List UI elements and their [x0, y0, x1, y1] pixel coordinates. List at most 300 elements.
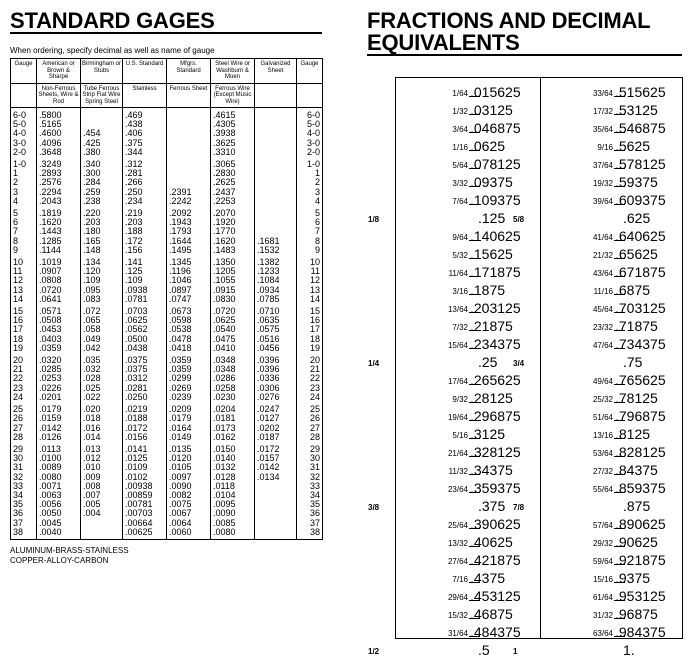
fraction-label: 9/64 — [452, 233, 468, 242]
fraction-row — [541, 264, 683, 282]
decimal-cell: .0187 — [255, 433, 297, 442]
decimal-value: .765625 — [615, 372, 666, 388]
decimal-cell: .281 — [123, 169, 167, 178]
decimal-cell: .00781 — [123, 500, 167, 509]
subheader-cell — [11, 83, 37, 108]
gauge-number-cell: 14 — [11, 295, 37, 304]
gauge-number-cell: 32 — [297, 473, 323, 482]
fraction-label: 13/64 — [447, 305, 468, 314]
gauge-number-cell: 20 — [297, 353, 323, 365]
subheader-cell — [297, 83, 323, 108]
decimal-cell: .0478 — [167, 335, 211, 344]
gage-table-body — [11, 108, 323, 540]
decimal-value: .3125 — [470, 426, 506, 442]
fraction-label: 9/16 — [597, 143, 613, 152]
gage-table — [10, 58, 323, 540]
fraction-label: 5/16 — [452, 431, 468, 440]
decimal-cell: .4600 — [37, 129, 81, 138]
decimal-cell: .134 — [81, 255, 123, 267]
fraction-row — [396, 282, 538, 300]
decimal-cell — [255, 519, 297, 528]
decimal-value: .078125 — [470, 156, 521, 172]
header-cell: Birmingham or Stubs — [81, 59, 123, 84]
fraction-label: 39/64 — [592, 197, 613, 206]
decimal-cell: .0125 — [123, 454, 167, 463]
decimal-cell: .1483 — [211, 246, 255, 255]
fraction-label: 21/64 — [447, 449, 468, 458]
decimal-value: .265625 — [470, 372, 521, 388]
decimal-cell: .0230 — [211, 393, 255, 402]
decimal-cell: .220 — [81, 206, 123, 218]
gauge-number-cell: 11 — [297, 267, 323, 276]
decimal-cell: .3065 — [211, 157, 255, 169]
decimal-cell — [255, 188, 297, 197]
decimal-cell — [255, 178, 297, 187]
decimal-cell: .0142 — [37, 424, 81, 433]
decimal-cell: .0641 — [37, 295, 81, 304]
decimal-cell: .312 — [123, 157, 167, 169]
decimal-cell — [255, 139, 297, 148]
decimal-cell: .109 — [123, 276, 167, 285]
decimal-cell: .165 — [81, 237, 123, 246]
fraction-label: 21/32 — [592, 251, 613, 260]
decimal-cell: .022 — [81, 393, 123, 402]
decimal-cell — [81, 528, 123, 540]
fraction-row — [396, 120, 538, 138]
fraction-row — [396, 552, 538, 570]
gauge-number-cell: 31 — [297, 463, 323, 472]
gauge-number-cell: 30 — [11, 454, 37, 463]
fraction-row — [541, 624, 683, 642]
gauge-number-cell: 29 — [11, 442, 37, 454]
fraction-row — [396, 228, 538, 246]
decimal-cell: .2625 — [211, 178, 255, 187]
header-cell: Galvanized Sheet — [255, 59, 297, 84]
fraction-label: 15/32 — [447, 611, 468, 620]
decimal-cell — [255, 509, 297, 518]
decimal-cell — [255, 500, 297, 509]
decimal-value: .578125 — [615, 156, 666, 172]
fraction-row — [396, 426, 538, 444]
decimal-cell: .005 — [81, 500, 123, 509]
fraction-row — [396, 264, 538, 282]
fraction-row — [396, 336, 538, 354]
decimal-value: .203125 — [470, 300, 521, 316]
fraction-label: 27/64 — [447, 557, 468, 566]
gauge-number-cell: 2 — [11, 178, 37, 187]
decimal-cell: .00859 — [123, 491, 167, 500]
fraction-row — [396, 606, 538, 624]
decimal-cell: .234 — [123, 197, 167, 206]
decimal-cell: .1046 — [167, 276, 211, 285]
table-row — [11, 295, 323, 304]
table-row — [11, 433, 323, 442]
decimal-cell: .0132 — [211, 463, 255, 472]
gauge-number-cell: 2 — [297, 178, 323, 187]
decimal-cell: .1443 — [37, 227, 81, 236]
decimal-cell: .0181 — [211, 414, 255, 423]
gauge-number-cell: 16 — [297, 316, 323, 325]
fraction-row — [541, 282, 683, 300]
decimal-cell: .1196 — [167, 267, 211, 276]
decimal-cell — [81, 519, 123, 528]
decimal-cell: .0067 — [167, 509, 211, 518]
decimal-cell — [255, 206, 297, 218]
decimal-cell: .0281 — [123, 384, 167, 393]
decimal-cell: .4096 — [37, 139, 81, 148]
decimal-cell: .0516 — [255, 335, 297, 344]
gauge-number-cell: 1 — [11, 169, 37, 178]
fraction-label: 27/32 — [592, 467, 613, 476]
fraction-label: 5/64 — [452, 161, 468, 170]
decimal-cell: .0359 — [37, 344, 81, 353]
decimal-cell: .0090 — [211, 509, 255, 518]
decimal-value: .5625 — [615, 138, 651, 154]
fraction-row — [541, 246, 683, 264]
fraction-row — [541, 444, 683, 462]
decimal-cell — [255, 120, 297, 129]
decimal-cell: .2242 — [167, 197, 211, 206]
fraction-row — [541, 228, 683, 246]
decimal-cell: .0179 — [167, 414, 211, 423]
decimal-cell: .042 — [81, 344, 123, 353]
gauge-number-cell: 19 — [11, 344, 37, 353]
fraction-label: 37/64 — [592, 161, 613, 170]
fraction-row — [541, 552, 683, 570]
decimal-cell: .083 — [81, 295, 123, 304]
decimal-cell: .0258 — [211, 384, 255, 393]
decimal-value: .1875 — [470, 282, 506, 298]
decimal-cell: .0118 — [211, 482, 255, 491]
decimal-value: .140625 — [470, 228, 521, 244]
decimal-cell: .0598 — [167, 316, 211, 325]
gauge-number-cell: 4-0 — [11, 129, 37, 138]
decimal-cell: .0127 — [255, 414, 297, 423]
decimal-cell: .0781 — [123, 295, 167, 304]
decimal-value: .859375 — [615, 480, 666, 496]
decimal-cell: .0075 — [167, 500, 211, 509]
gauge-number-cell: 16 — [11, 316, 37, 325]
decimal-value: .15625 — [470, 246, 513, 262]
fraction-row — [513, 210, 683, 228]
fraction-row — [541, 534, 683, 552]
decimal-value: .96875 — [615, 606, 658, 622]
decimal-cell: .025 — [81, 384, 123, 393]
decimal-cell: .00625 — [123, 528, 167, 540]
decimal-cell: .010 — [81, 463, 123, 472]
gauge-number-cell: 5-0 — [11, 120, 37, 129]
decimal-cell: .00938 — [123, 482, 167, 491]
fraction-row — [396, 588, 538, 606]
header-cell: U.S. Standard — [123, 59, 167, 84]
fraction-label: 31/32 — [592, 611, 613, 620]
decimal-cell: .0269 — [167, 384, 211, 393]
decimal-cell: .1055 — [211, 276, 255, 285]
subheader-cell: Stainless — [123, 83, 167, 108]
decimal-cell: .2893 — [37, 169, 81, 178]
fraction-label: 3/4 — [513, 359, 525, 368]
gauge-number-cell: 3-0 — [297, 139, 323, 148]
decimal-cell: .0747 — [167, 295, 211, 304]
decimal-cell: .219 — [123, 206, 167, 218]
decimal-cell: .009 — [81, 473, 123, 482]
decimal-value: .171875 — [470, 264, 521, 280]
decimal-cell: .469 — [123, 108, 167, 121]
decimal-cell: .2830 — [211, 169, 255, 178]
gauge-number-cell: 3 — [11, 188, 37, 197]
gage-subheader-row — [11, 83, 323, 108]
decimal-cell: .5165 — [37, 120, 81, 129]
decimal-cell: .1620 — [37, 218, 81, 227]
decimal-cell — [167, 108, 211, 121]
decimal-cell: .004 — [81, 509, 123, 518]
fraction-label: 1/4 — [368, 359, 380, 368]
fraction-label: 49/64 — [592, 377, 613, 386]
decimal-cell: .014 — [81, 433, 123, 442]
decimal-value: .84375 — [615, 462, 658, 478]
decimal-cell: .0105 — [167, 463, 211, 472]
decimal-cell: .3938 — [211, 129, 255, 138]
gauge-number-cell: 4 — [297, 197, 323, 206]
gauge-number-cell: 4-0 — [297, 129, 323, 138]
gauge-number-cell: 11 — [11, 267, 37, 276]
fraction-label: 47/64 — [592, 341, 613, 350]
decimal-cell: .0050 — [37, 509, 81, 518]
gauge-number-cell: 9 — [297, 246, 323, 255]
fraction-label: 5/32 — [452, 251, 468, 260]
gauge-number-cell: 22 — [11, 374, 37, 383]
decimal-cell: .0907 — [37, 267, 81, 276]
fraction-row — [396, 102, 538, 120]
table-row — [11, 148, 323, 157]
decimal-cell: .0104 — [211, 491, 255, 500]
decimal-value: .0625 — [470, 138, 506, 154]
gauge-number-cell: 6-0 — [11, 108, 37, 121]
fraction-label: 7/8 — [513, 503, 525, 512]
gauge-number-cell: 9 — [11, 246, 37, 255]
decimal-cell: .0438 — [123, 344, 167, 353]
decimal-value: .984375 — [615, 624, 666, 640]
decimal-cell: .3625 — [211, 139, 255, 148]
fraction-label: 11/32 — [448, 467, 468, 476]
fractions-table — [368, 77, 683, 658]
decimal-cell — [255, 129, 297, 138]
gauge-number-cell: 10 — [11, 255, 37, 267]
decimal-cell: .0149 — [167, 433, 211, 442]
decimal-cell: .2253 — [211, 197, 255, 206]
gauge-number-cell: 7 — [297, 227, 323, 236]
gauge-number-cell: 2-0 — [297, 148, 323, 157]
gauge-number-cell: 5 — [297, 206, 323, 218]
fraction-row — [541, 408, 683, 426]
decimal-cell: .0306 — [255, 384, 297, 393]
decimal-value: .671875 — [615, 264, 666, 280]
decimal-cell: .0102 — [123, 473, 167, 482]
decimal-value: .34375 — [470, 462, 513, 478]
gauge-number-cell: 6 — [297, 218, 323, 227]
gage-header-row — [11, 59, 323, 84]
decimal-cell: .3648 — [37, 148, 81, 157]
decimal-value: .8125 — [615, 426, 651, 442]
decimal-cell: .095 — [81, 286, 123, 295]
fraction-row — [513, 498, 683, 516]
decimal-cell: .0703 — [123, 304, 167, 316]
decimal-cell: .0348 — [211, 365, 255, 374]
decimal-cell: .0040 — [37, 528, 81, 540]
gauge-number-cell: 15 — [11, 304, 37, 316]
decimal-cell: .0097 — [167, 473, 211, 482]
fraction-label: 19/32 — [592, 179, 613, 188]
fraction-row — [396, 624, 538, 642]
decimal-cell — [255, 491, 297, 500]
decimal-cell: .0113 — [37, 442, 81, 454]
gauge-number-cell: 19 — [297, 344, 323, 353]
decimal-value: .46875 — [470, 606, 513, 622]
decimal-cell: .1350 — [211, 255, 255, 267]
fraction-label: 17/32 — [592, 107, 613, 116]
gauge-number-cell: 23 — [297, 384, 323, 393]
fraction-row — [396, 300, 538, 318]
gauge-number-cell: 26 — [11, 414, 37, 423]
fraction-row — [541, 480, 683, 498]
decimal-cell: .1084 — [255, 276, 297, 285]
fraction-label: 15/64 — [447, 341, 468, 350]
decimal-value: .921875 — [615, 552, 666, 568]
decimal-cell: .425 — [81, 139, 123, 148]
gauge-number-cell: 35 — [11, 500, 37, 509]
decimal-cell: .148 — [81, 246, 123, 255]
gauge-number-cell: 38 — [297, 528, 323, 540]
decimal-cell: .032 — [81, 365, 123, 374]
decimal-cell: .188 — [123, 227, 167, 236]
decimal-cell: .1644 — [167, 237, 211, 246]
gauge-number-cell: 17 — [297, 325, 323, 334]
decimal-cell — [167, 157, 211, 169]
decimal-cell: .4615 — [211, 108, 255, 121]
decimal-cell: .0456 — [255, 344, 297, 353]
decimal-cell: .0453 — [37, 325, 81, 334]
decimal-cell — [81, 108, 123, 121]
fraction-label: 7/16 — [452, 575, 468, 584]
decimal-cell — [255, 148, 297, 157]
gauge-number-cell: 12 — [11, 276, 37, 285]
fraction-row — [541, 336, 683, 354]
decimal-cell: .109 — [81, 276, 123, 285]
decimal-cell: .1943 — [167, 218, 211, 227]
decimal-cell: .008 — [81, 482, 123, 491]
decimal-cell: .1681 — [255, 237, 297, 246]
fraction-label: 1/32 — [452, 107, 468, 116]
fraction-label: 43/64 — [592, 269, 613, 278]
decimal-cell — [255, 197, 297, 206]
decimal-cell: .141 — [123, 255, 167, 267]
decimal-value: .890625 — [615, 516, 666, 532]
fraction-label: 15/16 — [592, 575, 613, 584]
gauge-number-cell: 18 — [11, 335, 37, 344]
fraction-row — [541, 102, 683, 120]
decimal-value: .546875 — [615, 120, 666, 136]
table-row — [11, 344, 323, 353]
decimal-cell: .0172 — [123, 424, 167, 433]
decimal-cell: .3310 — [211, 148, 255, 157]
decimal-value: .28125 — [470, 390, 513, 406]
decimal-cell: .0312 — [123, 374, 167, 383]
decimal-cell: .0095 — [211, 500, 255, 509]
gauge-number-cell: 15 — [297, 304, 323, 316]
decimal-cell: .0915 — [211, 286, 255, 295]
decimal-cell: .028 — [81, 374, 123, 383]
decimal-value: .421875 — [470, 552, 521, 568]
decimal-value: .359375 — [470, 480, 521, 496]
decimal-value: .734375 — [615, 336, 666, 352]
decimal-cell: .0159 — [37, 414, 81, 423]
decimal-value: .640625 — [615, 228, 666, 244]
decimal-cell: .0673 — [167, 304, 211, 316]
fraction-label: 1/64 — [452, 89, 468, 98]
decimal-cell: .0239 — [167, 393, 211, 402]
decimal-cell: .172 — [123, 237, 167, 246]
fraction-row — [541, 84, 683, 102]
decimal-cell: .1620 — [211, 237, 255, 246]
decimal-cell: .0475 — [211, 335, 255, 344]
fraction-label: 3/16 — [452, 287, 468, 296]
fraction-row — [541, 516, 683, 534]
decimal-cell: .266 — [123, 178, 167, 187]
decimal-cell: .0785 — [255, 295, 297, 304]
fraction-row — [541, 606, 683, 624]
decimal-cell: .0299 — [167, 374, 211, 383]
fraction-row — [541, 570, 683, 588]
fraction-row — [541, 390, 683, 408]
decimal-cell — [255, 157, 297, 169]
decimal-cell: .375 — [123, 139, 167, 148]
gauge-number-cell: 34 — [297, 491, 323, 500]
gauge-number-cell: 33 — [11, 482, 37, 491]
fraction-label: 45/64 — [592, 305, 613, 314]
decimal-cell: .1233 — [255, 267, 297, 276]
fraction-row — [396, 534, 538, 552]
decimal-cell: .0938 — [123, 286, 167, 295]
fraction-label: 59/64 — [592, 557, 613, 566]
gauge-number-cell: 25 — [11, 402, 37, 414]
decimal-cell: .259 — [81, 188, 123, 197]
fraction-label: 3/64 — [452, 125, 468, 134]
table-row — [11, 528, 323, 540]
fraction-row — [541, 300, 683, 318]
decimal-cell: .0080 — [37, 473, 81, 482]
decimal-cell: .049 — [81, 335, 123, 344]
decimal-cell: .007 — [81, 491, 123, 500]
decimal-value: .03125 — [470, 102, 513, 118]
decimal-value: .484375 — [470, 624, 521, 640]
decimal-cell: .1770 — [211, 227, 255, 236]
decimal-cell: .0134 — [255, 473, 297, 482]
decimal-cell: .0126 — [37, 433, 81, 442]
decimal-cell: .0120 — [167, 454, 211, 463]
decimal-value: .5 — [478, 642, 490, 658]
table-row — [11, 246, 323, 255]
decimal-cell: .0128 — [211, 473, 255, 482]
decimal-value: .953125 — [615, 588, 666, 604]
gauge-number-cell: 1-0 — [297, 157, 323, 169]
fractions-section — [367, 8, 682, 658]
decimal-value: .4375 — [470, 570, 506, 586]
gauge-number-cell: 13 — [297, 286, 323, 295]
gauge-number-cell: 26 — [297, 414, 323, 423]
fraction-row — [541, 426, 683, 444]
decimal-value: .703125 — [615, 300, 666, 316]
decimal-value: .71875 — [615, 318, 658, 334]
